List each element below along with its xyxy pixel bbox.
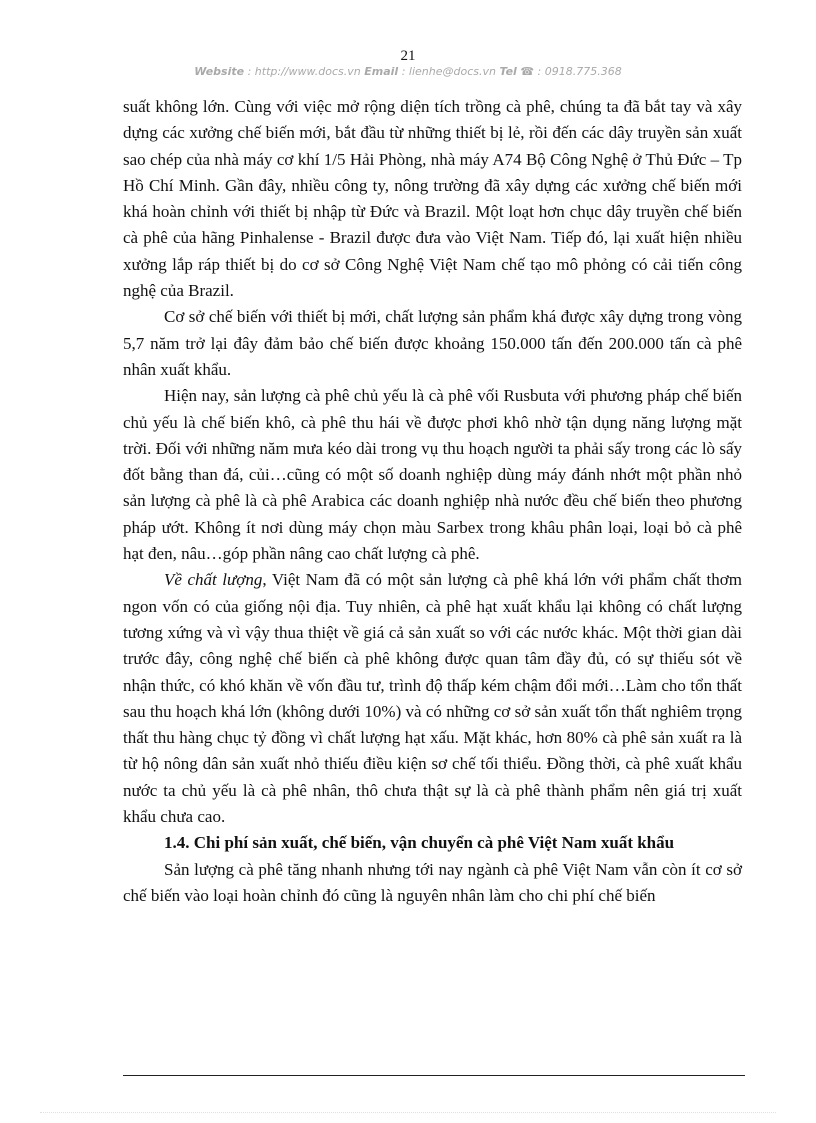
footer-rule (123, 1075, 745, 1076)
site-header (0, 65, 816, 79)
paragraph-5: Sản lượng cà phê tăng nhanh nhưng tới nay ngành cà phê Việt Nam vẫn còn ít cơ sở chế biến vào loại hoàn chỉnh đó cũng là nguyên nhân làm cho chi phí chế biến (123, 859, 742, 905)
website-label: Website (194, 65, 245, 78)
email-link[interactable]: : lienhe@docs.vn (401, 65, 496, 78)
paragraph-4-text: , Việt Nam đã có một sản lượng cà phê khá lớn với phẩm chất thơm ngon vốn có của giống nội địa. Tuy nhiên, cà phê hạt xuất khẩu lại không có chất lượng tương xứng và vì vậy thua thiệt về giá cả sản xuất so với các nước khác. Một thời gian dài trước đây, công nghệ chế biến cà phê không được quan tâm đầy đủ, có sự thiếu sót về nhận thức, có khó khăn về vốn đầu tư, trình độ thấp kém chậm đổi mới…Làm cho tổn thất sau thu hoạch khá lớn (không dưới 10%) và có những cơ sở sản xuất tổn thất nghiêm trọng thất thu hàng chục tỷ đồng vì chất lượng hạt xấu. Mặt khác, hơn 80% cà phê sản xuất ra là từ hộ nông dân sản xuất nhỏ thiếu điều kiện sơ chế tối thiểu. Đồng thời, cà phê xuất khẩu nước ta chủ yếu là cà phê nhân, thô chưa thật sự là cà phê thành phẩm nên giá trị xuất khẩu chưa cao. (123, 570, 742, 827)
page-bottom-border (40, 1112, 776, 1113)
email-label: Email (364, 65, 399, 78)
paragraph-3: Hiện nay, sản lượng cà phê chủ yếu là cà phê vối Rusbuta với phương pháp chế biến chủ yếu là chế biến khô, cà phê thu hái về được phơi khô nhờ tận dụng năng lượng mặt trời. Đối với những năm mưa kéo dài trong vụ thu hoạch người ta phải sấy trong các lò sấy đốt bằng than đá, củi…cũng có một số doanh nghiệp dùng máy đánh nhớt một phần nhỏ sản lượng cà phê là cà phê Arabica các doanh nghiệp nhà nước đều chế biến theo phương pháp ướt. Không ít nơi dùng máy chọn màu Sarbex trong khâu phân loại, loại bỏ cà phê hạt đen, nâu…góp phần nâng cao chất lượng cà phê. (123, 386, 742, 564)
document-body (123, 94, 742, 909)
website-link[interactable]: : http://www.docs.vn (247, 65, 361, 78)
paragraph-2: Cơ sở chế biến với thiết bị mới, chất lượng sản phẩm khá được xây dựng trong vòng 5,7 năm trở lại đây đảm bảo chế biến được khoảng 150.000 tấn đến 200.000 tấn cà phê nhân xuất khẩu. (123, 307, 742, 379)
paragraph-4 (123, 567, 742, 830)
tel-label: Tel (499, 65, 517, 78)
paragraph-1: suất không lớn. Cùng với việc mở rộng diện tích trồng cà phê, chúng ta đã bắt tay và xây dựng các xưởng chế biến mới, bắt đầu từ những thiết bị lẻ, rồi đến các dây truyền sản xuất sao chép của nhà máy cơ khí 1/5 Hải Phòng, nhà máy A74 Bộ Công Nghệ ở Thủ Đức – Tp Hồ Chí Minh. Gần đây, nhiều công ty, nông trường đã xây dựng các xưởng chế biến mới khá hoàn chỉnh với thiết bị nhập từ Đức và Brazil. Một loạt hơn chục dây truyền chế biến cà phê của hãng Pinhalense - Brazil được đưa vào Việt Nam. Tiếp đó, lại xuất hiện nhiều xưởng lắp ráp thiết bị do cơ sở Công Nghệ Việt Nam chế tạo mô phỏng có cải tiến công nghệ của Brazil. (123, 97, 742, 301)
paragraph-4-italic-lead: Về chất lượng (164, 570, 263, 590)
section-heading: 1.4. Chi phí sản xuất, chế biến, vận chuyển cà phê Việt Nam xuất khẩu (164, 833, 675, 853)
page-number: 21 (400, 48, 416, 64)
tel-value: ☎ : 0918.775.368 (520, 65, 622, 78)
